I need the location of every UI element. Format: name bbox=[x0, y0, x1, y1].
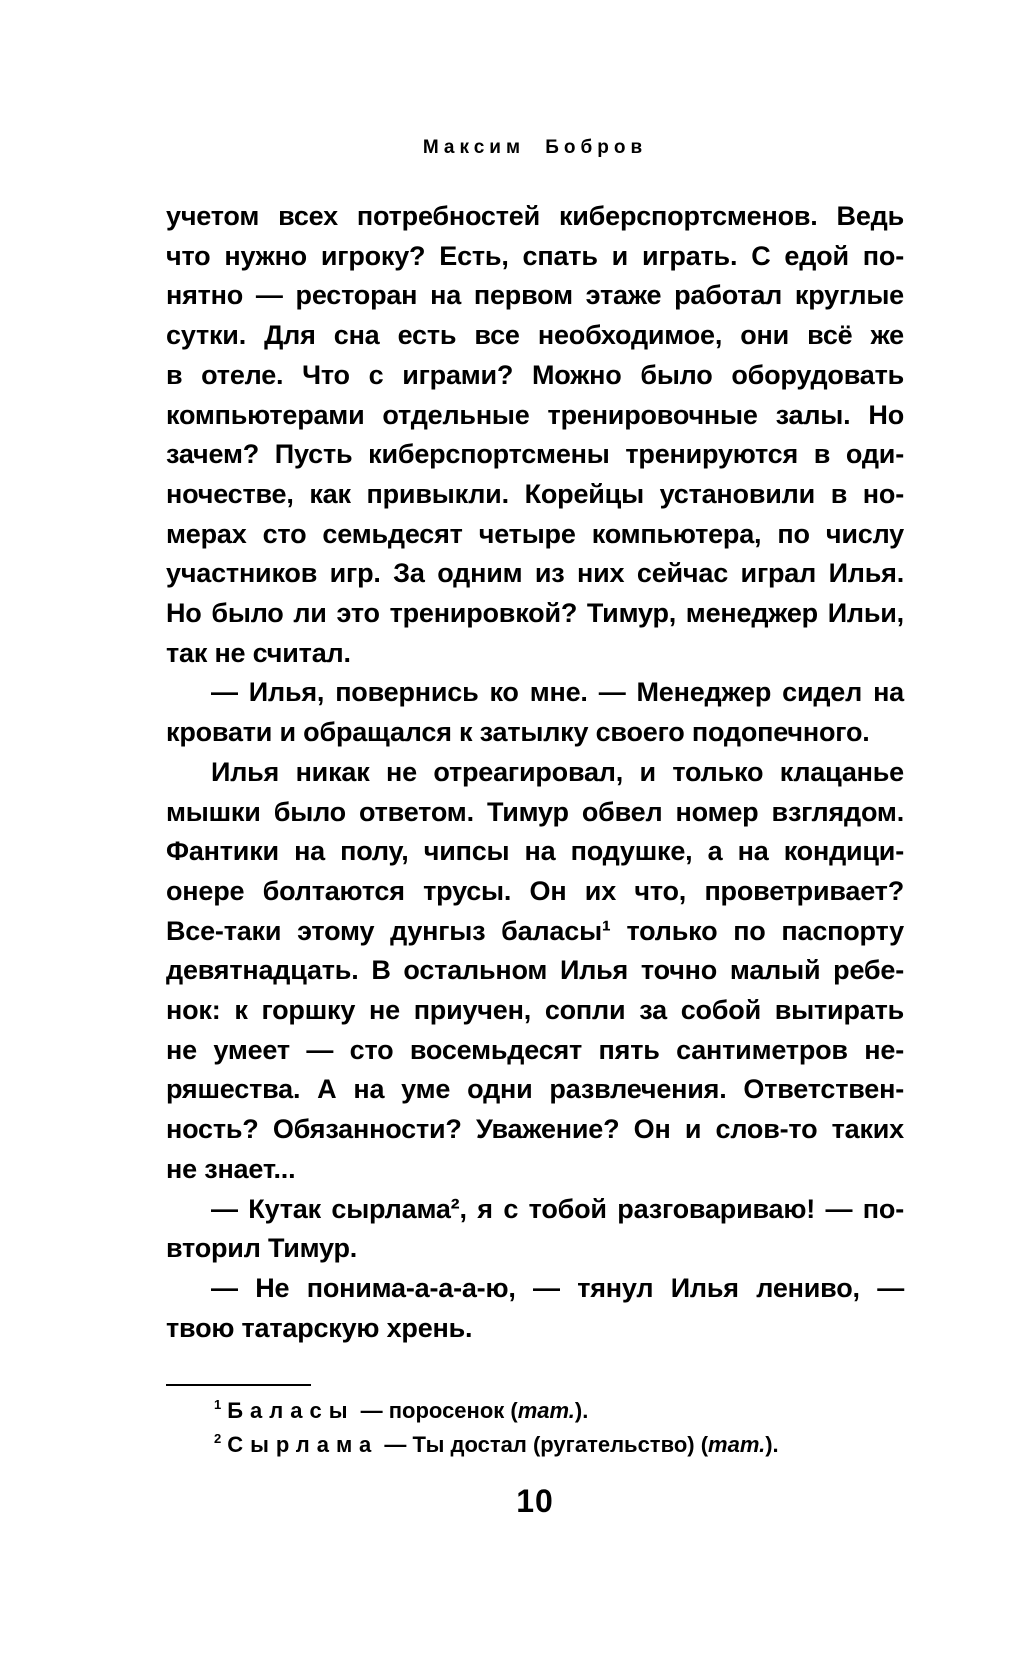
text-line: компьютерами отдельные тренировочные залы. Но bbox=[166, 399, 904, 430]
footnote-language-label: тат. bbox=[708, 1432, 766, 1458]
text-line: так не считал. bbox=[166, 637, 351, 668]
footnote-text: — поросенок ( bbox=[354, 1398, 518, 1424]
running-header-author: Максим Бобров bbox=[422, 137, 648, 158]
text-line: Но было ли это тренировкой? Тимур, менеджер Ильи, bbox=[166, 598, 904, 629]
text-line: ряшества. А на уме одни развлечения. Ответствен- bbox=[166, 1074, 904, 1105]
text-line: девятнадцать. В остальном Илья точно малый ребе- bbox=[166, 955, 904, 986]
footnotes bbox=[166, 1395, 904, 1463]
text-line: онере болтаются трусы. Он их что, проветривает? bbox=[166, 875, 904, 906]
text-line: ночестве, как привыкли. Корейцы установили в но- bbox=[166, 478, 904, 509]
text-line: сутки. Для сна есть все необходимое, они всё же bbox=[166, 320, 904, 351]
footnote-language-label: тат. bbox=[517, 1398, 575, 1424]
text-line: вторил Тимур. bbox=[166, 1233, 358, 1264]
text-line: — Не понима-а-а-а-ю, — тянул Илья лениво, — bbox=[211, 1272, 904, 1303]
text-line: что нужно игроку? Есть, спать и играть. С едой по- bbox=[166, 240, 904, 271]
text-line: мышки было ответом. Тимур обвел номер взглядом. bbox=[166, 796, 904, 827]
text-line: нок: к горшку не приучен, сопли за собой вытирать bbox=[166, 995, 904, 1026]
text-line: зачем? Пусть киберспортсмены тренируются в оди- bbox=[166, 439, 904, 470]
text-line: участников игр. За одним из них сейчас играл Илья. bbox=[166, 558, 904, 589]
text-line: Фантики на полу, чипсы на подушке, а на кондици- bbox=[166, 836, 904, 867]
text-line: ность? Обязанности? Уважение? Он и слов-то таких bbox=[166, 1114, 904, 1145]
text-line: нятно — ресторан на первом этаже работал круглые bbox=[166, 280, 904, 311]
text-line: Илья никак не отреагировал, и только клацанье bbox=[211, 756, 904, 787]
body-text bbox=[166, 197, 904, 1348]
text-line: кровати и обращался к затылку своего подопечного. bbox=[166, 717, 870, 748]
text-line: учетом всех потребностей киберспортсменов. Ведь bbox=[166, 201, 904, 231]
page-number: 10 bbox=[516, 1483, 554, 1520]
footnote-term: Баласы bbox=[227, 1398, 355, 1424]
footnote-text: — Ты достал (ругательство) ( bbox=[378, 1432, 709, 1458]
text-line: твою татарскую хрень. bbox=[166, 1312, 473, 1343]
text-block bbox=[166, 136, 904, 1520]
footnote-marker: 1 bbox=[214, 1397, 222, 1413]
footnote-term: Сырлама bbox=[227, 1432, 379, 1458]
text-line: Все-таки этому дунгыз баласы¹ только по паспорту bbox=[166, 915, 904, 946]
footnote-2 bbox=[166, 1429, 904, 1463]
footnote-text-end: ). bbox=[765, 1432, 779, 1458]
footnote-1 bbox=[166, 1395, 904, 1429]
text-line: — Илья, повернись ко мне. — Менеджер сидел на bbox=[211, 677, 904, 708]
text-line: в отеле. Что с играми? Можно было оборудовать bbox=[166, 359, 904, 390]
text-line: — Кутак сырлама², я с тобой разговариваю! — по- bbox=[211, 1193, 904, 1224]
text-line: не умеет — сто восемьдесят пять сантиметров не- bbox=[166, 1034, 904, 1065]
footnote-divider bbox=[166, 1384, 311, 1386]
footnote-marker: 2 bbox=[214, 1431, 222, 1447]
text-line: не знает... bbox=[166, 1153, 296, 1184]
footnote-text-end: ). bbox=[574, 1398, 589, 1424]
text-line: мерах сто семьдесят четыре компьютера, по числу bbox=[166, 518, 904, 549]
